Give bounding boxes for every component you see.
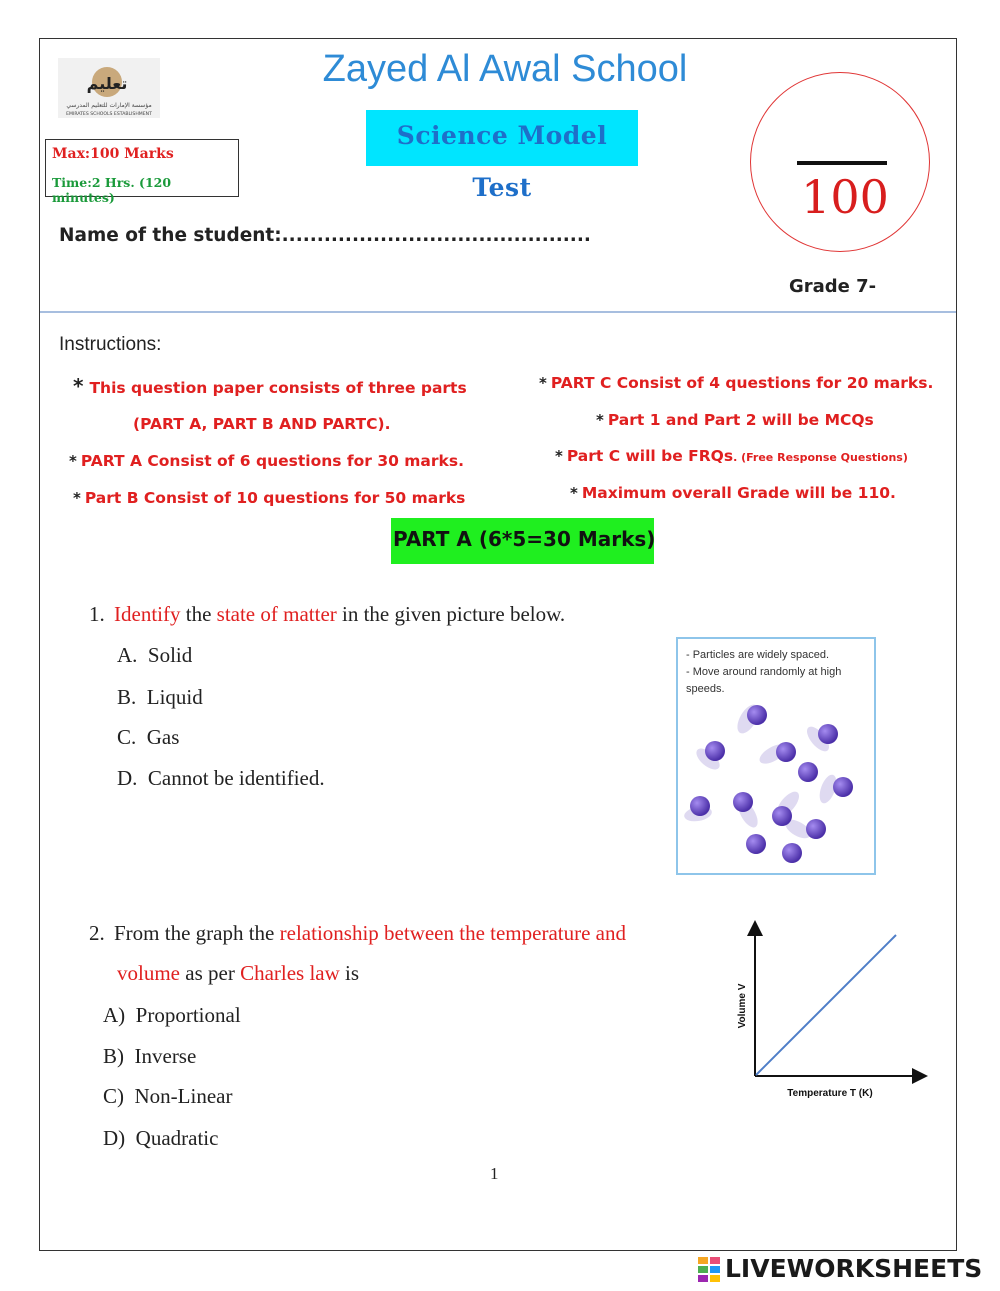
option-c[interactable]: C) Non-Linear xyxy=(103,1084,233,1108)
instruction-item: * Part B Consist of 10 questions for 50 marks xyxy=(73,489,466,507)
score-blank[interactable] xyxy=(797,161,887,165)
test-title: Science Model Test xyxy=(366,110,638,166)
bullet-star: * xyxy=(73,489,81,507)
bullet-star: * xyxy=(596,411,604,429)
bullet-star: * xyxy=(69,452,77,470)
question-number: 1. xyxy=(89,602,105,626)
option-d[interactable]: D) Quadratic xyxy=(103,1126,219,1150)
particle xyxy=(772,806,792,826)
bullet-star: * xyxy=(555,447,563,465)
part-a-heading: PART A (6*5=30 Marks) xyxy=(391,518,654,564)
instruction-item: (PART A, PART B AND PARTC). xyxy=(133,415,391,433)
bullet-star: * xyxy=(539,374,547,392)
particle xyxy=(733,792,753,812)
particles-illustration xyxy=(678,639,874,873)
max-marks: Max:100 Marks xyxy=(52,146,174,162)
instruction-item: * Part C will be FRQs. (Free Response Questions) xyxy=(555,447,908,465)
particle xyxy=(806,819,826,839)
particle xyxy=(747,705,767,725)
bullet-star: * xyxy=(73,374,84,398)
particle xyxy=(746,834,766,854)
question-number: 2. xyxy=(89,921,105,945)
figure-caption-line: speeds. xyxy=(686,683,725,695)
option-a[interactable]: A. Solid xyxy=(117,643,193,667)
figure-caption-line: - Move around randomly at high xyxy=(686,666,842,678)
option-b[interactable]: B. Liquid xyxy=(117,685,203,709)
particle xyxy=(798,762,818,782)
liveworksheets-icon xyxy=(697,1256,723,1284)
option-a[interactable]: A) Proportional xyxy=(103,1003,241,1027)
y-axis-label: Volume V xyxy=(737,983,748,1029)
instruction-item: * Maximum overall Grade will be 110. xyxy=(570,484,896,502)
bullet-star: * xyxy=(570,484,578,502)
logo-caption-en: EMIRATES SCHOOLS ESTABLISHMENT xyxy=(66,112,152,117)
marks-box xyxy=(45,139,239,205)
logo-arabic-mark: تعليم xyxy=(86,74,128,93)
figure-caption-line: - Particles are widely spaced. xyxy=(686,649,830,661)
student-name-field[interactable]: Name of the student:............................................ xyxy=(59,225,591,246)
charles-law-graph xyxy=(730,918,930,1108)
question-2: 2. From the graph the relationship between the temperature and xyxy=(89,921,626,945)
option-b[interactable]: B) Inverse xyxy=(103,1044,197,1068)
question-2-line2: volume as per Charles law is xyxy=(117,961,360,985)
instruction-item: * PART C Consist of 4 questions for 20 marks. xyxy=(539,374,934,392)
particle xyxy=(776,742,796,762)
option-c[interactable]: C. Gas xyxy=(117,725,180,749)
watermark-text: LIVEWORKSHEETS xyxy=(725,1254,983,1283)
score-total: 100 xyxy=(801,170,889,224)
gas-particles-figure xyxy=(676,637,876,875)
school-logo xyxy=(58,58,160,118)
option-d[interactable]: D. Cannot be identified. xyxy=(117,766,325,790)
time-allowed: Time:2 Hrs. (120 minutes) xyxy=(52,175,172,205)
instructions-label: Instructions: xyxy=(59,334,162,355)
instruction-item: * This question paper consists of three parts xyxy=(73,374,467,398)
particle xyxy=(690,796,710,816)
x-axis-label: Temperature T (K) xyxy=(787,1088,873,1099)
instruction-item: * PART A Consist of 6 questions for 30 marks. xyxy=(69,452,464,470)
particle xyxy=(782,843,802,863)
instruction-item: * Part 1 and Part 2 will be MCQs xyxy=(596,411,874,429)
school-name: Zayed Al Awal School xyxy=(322,48,688,90)
particle xyxy=(818,724,838,744)
header-divider xyxy=(40,311,956,313)
volume-temperature-line xyxy=(756,935,896,1075)
particle xyxy=(705,741,725,761)
particle xyxy=(833,777,853,797)
logo-caption-ar: مؤسسة الإمارات للتعليم المدرسي xyxy=(66,102,152,109)
page-number: 1 xyxy=(490,1164,499,1183)
grade-label: Grade 7- xyxy=(789,276,877,297)
question-1: 1. Identify the state of matter in the given picture below. xyxy=(89,602,566,626)
